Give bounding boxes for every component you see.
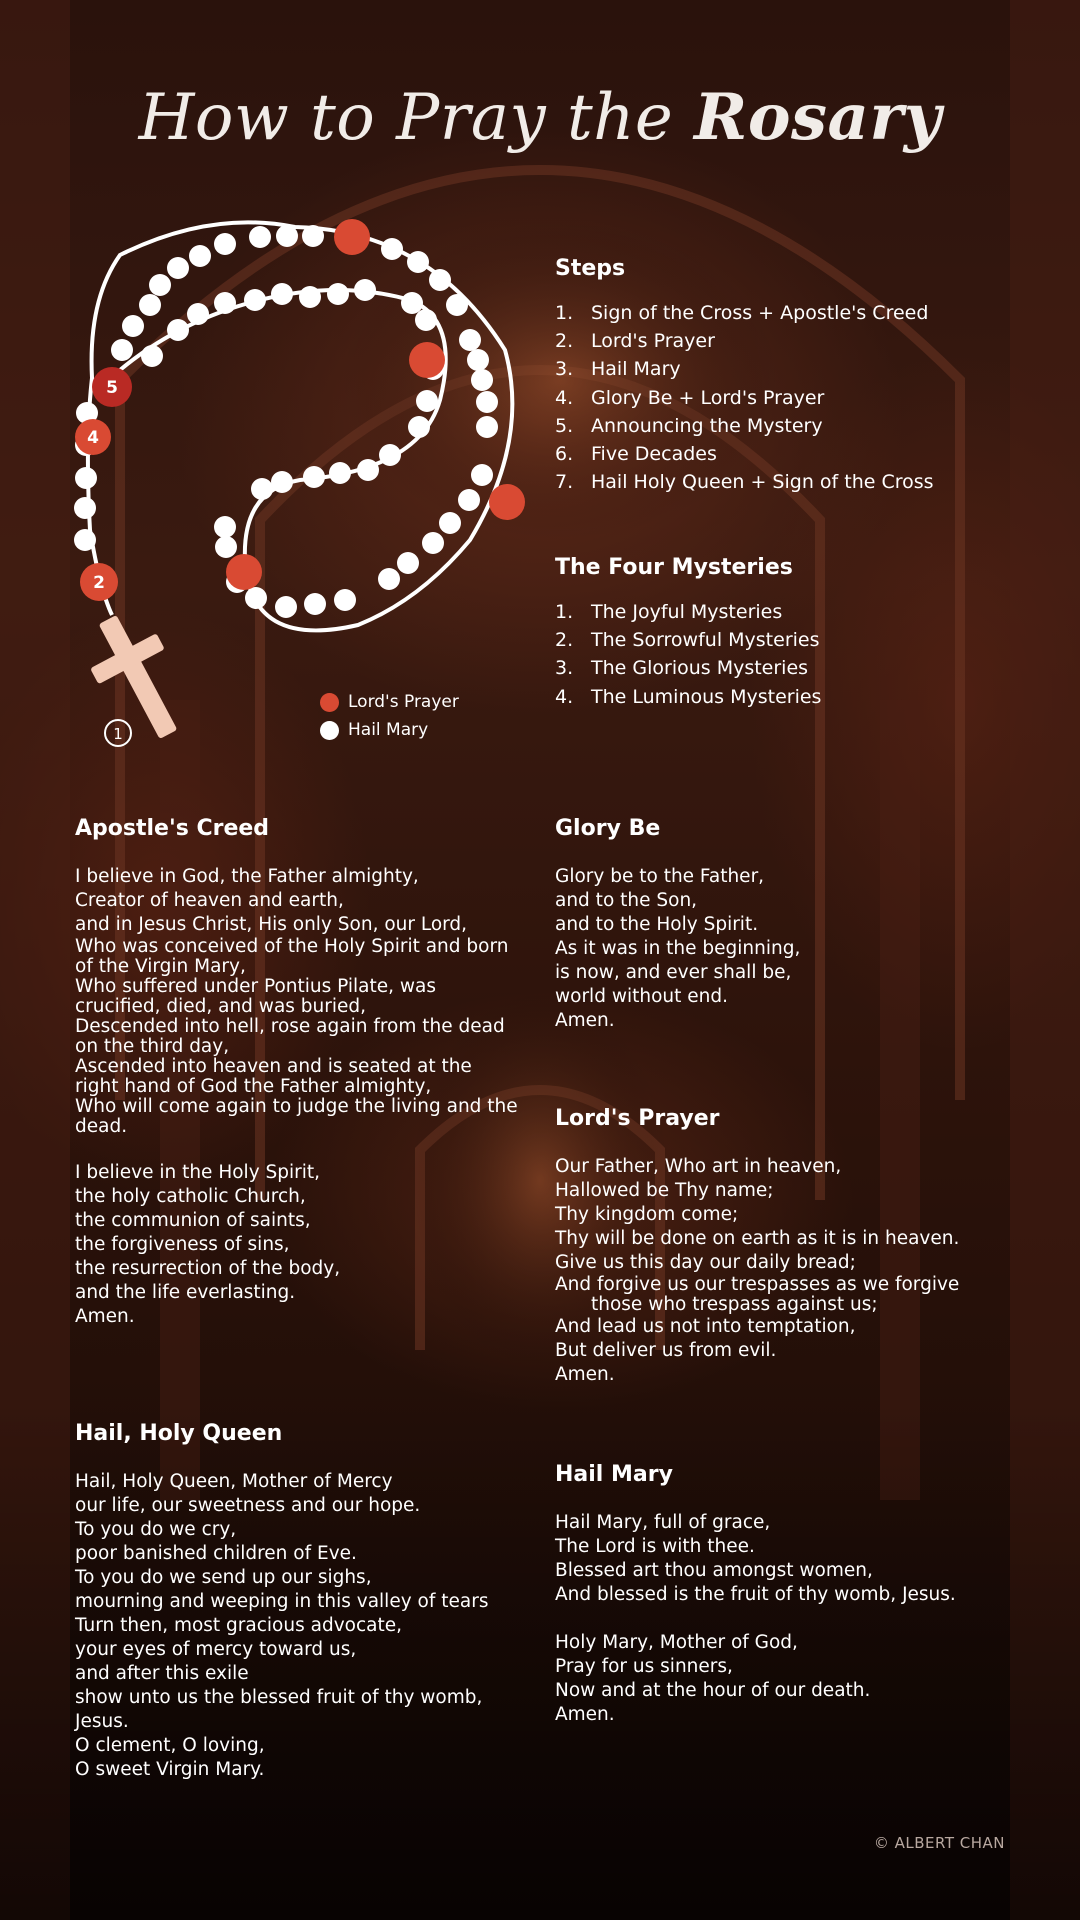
- hail-mary-bead: [471, 369, 493, 391]
- hail-mary-bead: [415, 309, 437, 331]
- hail-mary-bead: [476, 391, 498, 413]
- list-item-number: 4.: [555, 386, 574, 409]
- lords-prayer-bead: [409, 342, 445, 378]
- hail-mary-bead: [408, 416, 430, 438]
- hail-mary-bead: [459, 329, 481, 351]
- hail-mary-bead: [276, 225, 298, 247]
- hail-mary-bead: [446, 294, 468, 316]
- list-item: [555, 299, 934, 327]
- lords-prayer-bead-labelled: [92, 367, 132, 407]
- list-item: [555, 327, 934, 355]
- crucifix: [90, 615, 177, 739]
- prayer-line: Glory be to the Father,: [555, 866, 765, 887]
- hail-mary-bead: [304, 593, 326, 615]
- list-item: [555, 355, 934, 383]
- mysteries-list: [555, 598, 821, 711]
- hail-mary-bead: [214, 233, 236, 255]
- list-item-text: The Sorrowful Mysteries: [591, 629, 820, 652]
- prayer-line: I believe in the Holy Spirit,: [75, 1162, 321, 1183]
- prayer-line: O sweet Virgin Mary.: [75, 1759, 265, 1780]
- list-item-number: 4.: [555, 685, 574, 708]
- list-item-number: 2.: [555, 629, 574, 652]
- list-item-text: The Glorious Mysteries: [591, 657, 809, 680]
- prayer-line: Pray for us sinners,: [555, 1656, 733, 1677]
- prayer-line: Thy will be done on earth as it is in heaven.: [555, 1228, 960, 1249]
- copyright-footer: © ALBERT CHAN: [873, 1834, 1005, 1852]
- page-title: [0, 80, 1080, 155]
- list-item-text: Announcing the Mystery: [591, 414, 823, 437]
- hail-mary-bead: [379, 444, 401, 466]
- hail-mary-bead: [139, 294, 161, 316]
- prayer-line: and to the Son,: [555, 890, 698, 911]
- hail-mary-bead-swatch: [320, 721, 339, 740]
- prayer-line: To you do we cry,: [75, 1519, 237, 1540]
- prayer-line: of the Virgin Mary,: [75, 956, 246, 977]
- prayer-line: Jesus.: [75, 1711, 129, 1732]
- list-item-number: 3.: [555, 657, 574, 680]
- lords-prayer-bead: [226, 554, 262, 590]
- lords-prayer-text: [555, 1155, 1035, 1387]
- hail-mary-bead: [354, 279, 376, 301]
- hail-mary-bead: [378, 568, 400, 590]
- lords-prayer-heading: Lord's Prayer: [555, 1106, 720, 1131]
- prayer-line: Now and at the hour of our death.: [555, 1680, 871, 1701]
- prayer-line: To you do we send up our sighs,: [75, 1567, 372, 1588]
- lords-prayer-bead: [489, 484, 525, 520]
- prayer-line: mourning and weeping in this valley of tears: [75, 1591, 489, 1612]
- lords-prayer-bead-swatch: [320, 693, 339, 712]
- hail-mary-bead: [245, 587, 267, 609]
- prayer-line: The Lord is with thee.: [555, 1536, 755, 1557]
- prayer-line: and in Jesus Christ, His only Son, our Lord,: [75, 914, 468, 935]
- prayer-line: crucified, died, and was buried,: [75, 996, 367, 1017]
- hail-mary-bead: [422, 532, 444, 554]
- prayer-line: But deliver us from evil.: [555, 1340, 777, 1361]
- prayer-line: Hail, Holy Queen, Mother of Mercy: [75, 1471, 393, 1492]
- hail-mary-bead: [471, 464, 493, 486]
- step-1-marker: [105, 720, 131, 746]
- apostles-creed-section: [75, 816, 535, 1329]
- page-title-part2: Rosary: [694, 80, 942, 155]
- hail-mary-bead: [303, 466, 325, 488]
- hail-mary-bead: [327, 283, 349, 305]
- list-item-text: Lord's Prayer: [591, 330, 715, 353]
- hail-mary-bead: [187, 303, 209, 325]
- prayer-line: the resurrection of the body,: [75, 1258, 341, 1279]
- hail-mary-bead: [249, 226, 271, 248]
- prayer-line: dead.: [75, 1116, 128, 1137]
- hail-mary-bead: [329, 462, 351, 484]
- list-item: [555, 384, 934, 412]
- lords-prayer-bead-labelled: [75, 419, 111, 455]
- prayer-line: and the life everlasting.: [75, 1282, 296, 1303]
- prayer-line: Creator of heaven and earth,: [75, 890, 344, 911]
- bead-step-number: 5: [106, 378, 118, 398]
- prayer-line: our life, our sweetness and our hope.: [75, 1495, 421, 1516]
- prayer-line: the forgiveness of sins,: [75, 1234, 290, 1255]
- hail-mary-heading: Hail Mary: [555, 1462, 673, 1487]
- list-item: [555, 683, 821, 711]
- list-item-number: 5.: [555, 414, 574, 437]
- prayer-line: Holy Mary, Mother of God,: [555, 1632, 798, 1653]
- prayer-line: Hail Mary, full of grace,: [555, 1512, 771, 1533]
- hail-mary-bead: [271, 471, 293, 493]
- hail-mary-bead: [214, 516, 236, 538]
- list-item-text: Hail Holy Queen + Sign of the Cross: [591, 471, 934, 494]
- rosary-diagram: [60, 205, 540, 755]
- prayer-line: the communion of saints,: [75, 1210, 311, 1231]
- list-item-text: The Luminous Mysteries: [591, 685, 822, 708]
- apostles-creed-text: [75, 865, 535, 1329]
- prayer-line: Give us this day our daily bread;: [555, 1252, 856, 1273]
- hail-mary-bead: [141, 345, 163, 367]
- bead-step-number: 4: [87, 428, 99, 448]
- steps-section: [555, 256, 934, 496]
- list-item: [555, 412, 934, 440]
- prayer-line: I believe in God, the Father almighty,: [75, 866, 419, 887]
- list-item-text: Hail Mary: [591, 358, 681, 381]
- hail-holy-queen-section: [75, 1421, 535, 1782]
- legend-hail-mary: [320, 716, 459, 744]
- hail-mary-bead: [111, 339, 133, 361]
- prayer-line: on the third day,: [75, 1036, 230, 1057]
- prayer-line: Turn then, most gracious advocate,: [75, 1615, 402, 1636]
- hail-mary-text: [555, 1511, 1035, 1727]
- hail-mary-bead: [251, 478, 273, 500]
- prayer-line: Hallowed be Thy name;: [555, 1180, 774, 1201]
- prayer-line: the holy catholic Church,: [75, 1186, 306, 1207]
- hail-mary-bead: [439, 512, 461, 534]
- glory-be-text: [555, 865, 1015, 1033]
- prayer-line: And blessed is the fruit of thy womb, Jesus.: [555, 1584, 956, 1605]
- list-item-number: 7.: [555, 471, 574, 494]
- prayer-line: those who trespass against us;: [591, 1294, 878, 1315]
- prayer-line: Who suffered under Pontius Pilate, was: [75, 976, 437, 997]
- prayer-line: Our Father, Who art in heaven,: [555, 1156, 842, 1177]
- hail-mary-bead: [74, 529, 96, 551]
- hail-mary-bead: [167, 319, 189, 341]
- hail-mary-bead: [334, 589, 356, 611]
- prayer-line: right hand of God the Father almighty,: [75, 1076, 432, 1097]
- steps-list: [555, 299, 934, 496]
- prayer-line: Blessed art thou amongst women,: [555, 1560, 873, 1581]
- glory-be-heading: Glory Be: [555, 816, 661, 841]
- list-item: [555, 654, 821, 682]
- list-item-number: 2.: [555, 330, 574, 353]
- hail-mary-bead: [476, 416, 498, 438]
- hail-mary-bead: [467, 349, 489, 371]
- lords-prayer-bead: [334, 219, 370, 255]
- hail-mary-bead: [275, 596, 297, 618]
- legend-lords-prayer: [320, 688, 459, 716]
- list-item-text: Five Decades: [591, 443, 717, 466]
- list-item: [555, 440, 934, 468]
- prayer-line: Ascended into heaven and is seated at the: [75, 1056, 472, 1077]
- hail-mary-bead: [167, 257, 189, 279]
- hail-mary-bead: [299, 286, 321, 308]
- hail-mary-bead: [122, 315, 144, 337]
- apostles-creed-heading: Apostle's Creed: [75, 816, 270, 841]
- prayer-line: Amen.: [75, 1306, 135, 1327]
- lords-prayer-section: [555, 1106, 1035, 1387]
- hail-mary-bead: [357, 459, 379, 481]
- list-item-text: The Joyful Mysteries: [591, 601, 783, 623]
- prayer-line: Thy kingdom come;: [555, 1204, 739, 1225]
- hail-mary-bead: [271, 283, 293, 305]
- glory-be-section: [555, 816, 1015, 1033]
- hail-mary-bead: [149, 274, 171, 296]
- prayer-line: O clement, O loving,: [75, 1735, 265, 1756]
- hail-mary-section: [555, 1462, 1035, 1727]
- list-item: [555, 468, 934, 496]
- hail-mary-bead: [189, 245, 211, 267]
- list-item-number: 3.: [555, 358, 574, 381]
- hail-mary-bead: [407, 251, 429, 273]
- prayer-line: Amen.: [555, 1010, 615, 1031]
- list-item-text: Glory Be + Lord's Prayer: [591, 386, 825, 409]
- prayer-line: As it was in the beginning,: [555, 938, 801, 959]
- hail-mary-bead: [429, 269, 451, 291]
- prayer-line: Who was conceived of the Holy Spirit and born: [75, 936, 509, 957]
- prayer-line: Amen.: [555, 1364, 615, 1385]
- prayer-line: And lead us not into temptation,: [555, 1316, 856, 1337]
- legend-hail-mary-label: Hail Mary: [348, 720, 429, 740]
- prayer-line: And forgive us our trespasses as we forgive: [555, 1274, 960, 1295]
- hail-mary-bead: [381, 238, 403, 260]
- hail-mary-bead: [416, 390, 438, 412]
- hail-mary-bead: [397, 552, 419, 574]
- hail-mary-bead: [244, 289, 266, 311]
- lords-prayer-bead-labelled: [80, 563, 118, 601]
- prayer-line: is now, and ever shall be,: [555, 962, 792, 983]
- rosary-legend: [320, 688, 459, 744]
- mysteries-section: [555, 555, 821, 711]
- prayer-line: Descended into hell, rose again from the dead: [75, 1016, 505, 1037]
- list-item: [555, 626, 821, 654]
- step-1-marker-label: 1: [113, 725, 123, 743]
- prayer-line: and after this exile: [75, 1663, 249, 1684]
- list-item-number: 1.: [555, 601, 574, 623]
- list-item-text: Sign of the Cross + Apostle's Creed: [591, 302, 929, 324]
- hail-holy-queen-heading: Hail, Holy Queen: [75, 1421, 283, 1446]
- prayer-line: Who will come again to judge the living and the: [75, 1096, 518, 1117]
- prayer-line: poor banished children of Eve.: [75, 1543, 357, 1564]
- list-item-number: 1.: [555, 302, 574, 324]
- page-title-part1: How to Pray the: [138, 81, 695, 155]
- list-item: [555, 598, 821, 626]
- hail-mary-bead: [214, 292, 236, 314]
- hail-mary-bead: [75, 467, 97, 489]
- prayer-line: world without end.: [555, 986, 728, 1007]
- mysteries-heading: The Four Mysteries: [555, 555, 793, 580]
- prayer-line: Amen.: [555, 1704, 615, 1725]
- prayer-line: your eyes of mercy toward us,: [75, 1639, 357, 1660]
- hail-holy-queen-text: [75, 1470, 535, 1782]
- hail-mary-bead: [401, 292, 423, 314]
- hail-mary-bead: [215, 536, 237, 558]
- steps-heading: Steps: [555, 256, 626, 281]
- bead-step-number: 2: [93, 573, 105, 593]
- hail-mary-bead: [302, 225, 324, 247]
- list-item-number: 6.: [555, 443, 574, 466]
- hail-mary-bead: [74, 497, 96, 519]
- prayer-line: show unto us the blessed fruit of thy womb,: [75, 1687, 483, 1708]
- hail-mary-bead: [458, 489, 480, 511]
- legend-lords-prayer-label: Lord's Prayer: [348, 692, 459, 712]
- prayer-line: and to the Holy Spirit.: [555, 914, 759, 935]
